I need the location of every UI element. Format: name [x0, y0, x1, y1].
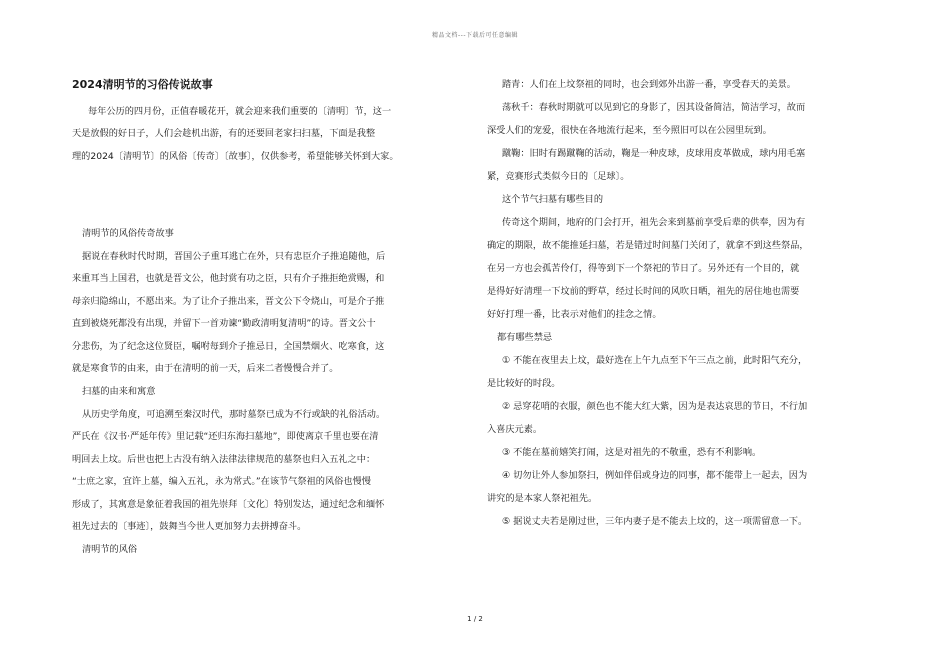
paragraph-line: ③ 不能在墓前嬉笑打闹，这是对祖先的不敬重，恐有不利影响。 — [502, 447, 762, 458]
paragraph-line: 荡秋千：春秋时期就可以见到它的身影了，因其设备简洁，简洁学习，故而 — [502, 102, 806, 113]
paragraph-line: 明回去上坟。后世也把上古没有纳入法律法律规范的墓祭也归入五礼之中： — [72, 454, 376, 465]
intro-line: 理的2024〔清明节〕的风俗〔传奇〕〔故事〕，仅供参考，希望能够关怀到大家。 — [72, 151, 399, 162]
paragraph-line: 直到被烧死都没有出现，并留下一首劝谏“勤政清明复清明”的诗。晋文公十 — [72, 318, 376, 329]
paragraph-line: 来重耳当上国君，也就是晋文公，他封赏有功之臣，只有介子推拒绝赏赐，和 — [72, 273, 385, 284]
paragraph-line: 严氏在《汉书·严延年传》里记载“还归东海扫墓地”，即使离京千里也要在清 — [72, 431, 379, 442]
paragraph-line: 传奇这个期间，地府的门会打开，祖先会来到墓前享受后辈的供奉，因为有 — [502, 217, 806, 228]
paragraph-line: ④ 切勿让外人参加祭扫，例如伴侣或身边的同事，都不能带上一起去，因为 — [502, 470, 808, 481]
paragraph-line: 是比较好的时段。 — [487, 378, 561, 389]
intro-line: 天是放假的好日子，人们会趁机出游，有的还要回老家扫扫墓，下面是我整 — [72, 128, 376, 139]
paragraph-line: 据说在春秋时代时期，晋国公子重耳逃亡在外，只有忠臣介子推追随他，后 — [82, 251, 386, 262]
section-heading: 扫墓的由来和寓意 — [82, 386, 156, 397]
paragraph-line: 在另一方也会孤苦伶仃，得等到下一个祭祀的节日了。另外还有一个目的，就 — [487, 263, 800, 274]
paragraph-line: 讲究的是本家人祭祀祖先。 — [487, 493, 598, 504]
paragraph-line: 踏青：人们在上坟祭祖的同时，也会到郊外出游一番，享受春天的美景。 — [502, 79, 796, 90]
section-heading: 清明节的风俗传奇故事 — [82, 228, 174, 239]
paragraph-line: “士庶之家，宜许上墓，编入五礼，永为常式。”在该节气祭祖的风俗也慢慢 — [72, 476, 371, 487]
paragraph-line: ① 不能在夜里去上坟，最好选在上午九点至下午三点之前，此时阳气充分， — [502, 355, 808, 366]
paragraph-line: 确定的期限，故不能推延扫墓，若是错过时间墓门关闭了，就拿不到这些祭品， — [487, 240, 809, 251]
section-heading: 这个节气扫墓有哪些目的 — [502, 194, 604, 205]
document-title: 2024清明节的习俗传说故事 — [72, 78, 213, 91]
section-heading: 清明节的风俗 — [82, 544, 138, 555]
page-number: 1 / 2 — [467, 615, 483, 623]
paragraph-line: ② 忌穿花哨的衣服，颜色也不能大红大紫，因为是表达哀思的节日，不行加 — [502, 401, 808, 412]
paragraph-line: 分悲伤，为了纪念这位贤臣，嘱咐每到介子推忌日，全国禁烟火、吃寒食，这 — [72, 341, 385, 352]
document-header-note: 精品文档---下载后可任意编辑 — [432, 32, 518, 39]
paragraph-line: 蹴鞠：旧时有踢蹴鞠的活动，鞠是一种皮球，皮球用皮革做成，球内用毛塞 — [502, 148, 806, 159]
paragraph-line: 入喜庆元素。 — [487, 424, 543, 435]
paragraph-line: 是得好好清理一下坟前的野草，经过长时间的风吹日晒，祖先的居住地也需要 — [487, 286, 800, 297]
paragraph-line: 紧，竞赛形式类似今日的〔足球〕。 — [487, 171, 630, 182]
paragraph-line: 深受人们的宠爱，很快在各地流行起来，至今照旧可以在公园里玩到。 — [487, 125, 772, 136]
section-heading: 都有哪些禁忌 — [497, 332, 553, 343]
paragraph-line: 祖先过去的〔事迹〕，鼓舞当今世人更加努力去拼搏奋斗。 — [72, 521, 307, 532]
paragraph-line: 母亲归隐绵山，不愿出来。为了让介子推出来，晋文公下令烧山，可是介子推 — [72, 296, 385, 307]
paragraph-line: 形成了，其寓意是象征着我国的祖先崇拜〔文化〕特别发达，通过纪念和缅怀 — [72, 499, 385, 510]
paragraph-line: 好好打理一番，比表示对他们的挂念之情。 — [487, 309, 662, 320]
paragraph-line: ⑤ 据说丈夫若是刚过世，三年内妻子是不能去上坟的，这一项需留意一下。 — [502, 516, 808, 527]
paragraph-line: 从历史学角度，可追溯至秦汉时代，那时墓祭已成为不行或缺的礼俗活动。 — [82, 409, 386, 420]
paragraph-line: 就是寒食节的由来，由于在清明的前一天，后来二者慢慢合并了。 — [72, 363, 339, 374]
intro-line: 每年公历的四月份，正值春暖花开，就会迎来我们重要的〔清明〕节，这一 — [88, 106, 392, 117]
